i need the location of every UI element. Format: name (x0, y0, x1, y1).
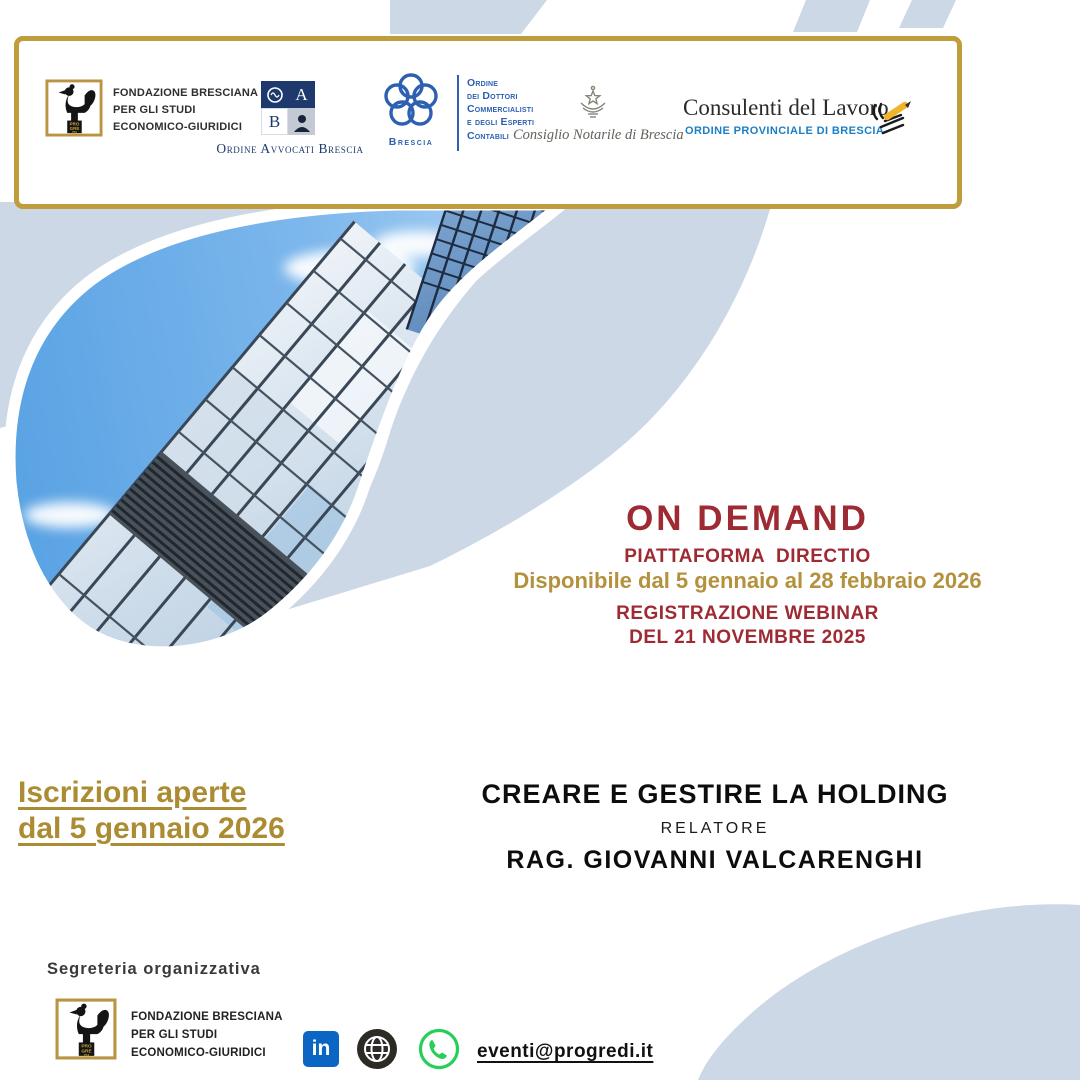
footer-org-line3: ECONOMICO-GIURIDICI (131, 1046, 266, 1059)
fondazione-rooster-logo (45, 79, 103, 137)
commercialisti-line4: e degli Esperti (467, 116, 535, 129)
footer-org-line2: PER GLI STUDI (131, 1028, 218, 1041)
email-link[interactable]: eventi@progredi.it (477, 1041, 654, 1062)
svg-text:PRO: PRO (81, 1044, 92, 1050)
enrollment-line2: dal 5 gennaio 2026 (18, 812, 285, 845)
commercialisti-knot-icon (379, 69, 443, 133)
bottom-right-blob (698, 904, 1080, 1080)
avvocati-letter-a: A (288, 81, 315, 108)
consulenti-subtitle: ORDINE PROVINCIALE DI BRESCIA (685, 125, 885, 137)
footer-heading: Segreteria organizzativa (47, 960, 261, 978)
avvocati-cell-portrait (288, 108, 315, 135)
on-demand-title: ON DEMAND (626, 499, 869, 538)
on-demand-block (455, 500, 1040, 649)
platform-line: PIATTAFORMA DIRECTIO (624, 545, 871, 567)
speaker-label: RELATORE (660, 820, 770, 837)
linkedin-icon[interactable]: in (303, 1031, 339, 1067)
commercialisti-line3: Commercialisti (467, 103, 534, 116)
consulenti-title: Consulenti del Lavoro (683, 95, 889, 120)
whatsapp-icon[interactable] (418, 1028, 460, 1070)
svg-text:GRE: GRE (69, 125, 80, 131)
commercialisti-line2: dei Dottori (467, 90, 518, 103)
fondazione-line1: FONDAZIONE BRESCIANA (113, 87, 259, 99)
event-block (425, 779, 1005, 875)
svg-text:DI: DI (84, 1053, 89, 1059)
commercialisti-brescia: Brescia (388, 136, 434, 148)
avvocati-portrait-icon (292, 112, 312, 132)
recording-line-2: DEL 21 NOVEMBRE 2025 (629, 626, 866, 648)
avvocati-cell-emblem (261, 81, 288, 108)
partner-logo-box (14, 36, 962, 209)
notarile-emblem-icon (575, 85, 611, 125)
recording-line-1: REGISTRAZIONE WEBINAR (616, 602, 879, 624)
fondazione-line3: ECONOMICO-GIURIDICI (113, 121, 243, 134)
top-blob-1 (390, 0, 547, 34)
notarile-caption: Consiglio Notarile di Brescia (513, 127, 684, 143)
footer-org-name (131, 1009, 283, 1062)
svg-text:GRE: GRE (81, 1049, 92, 1055)
commercialisti-line5: Contabili (467, 129, 509, 142)
svg-text:PRO: PRO (69, 121, 80, 127)
footer-org-line1: FONDAZIONE BRESCIANA (131, 1011, 283, 1023)
avvocati-emblem-icon (266, 86, 284, 104)
consulenti-pencil-icon (867, 93, 913, 143)
website-globe-icon[interactable] (356, 1028, 398, 1070)
event-title: CREARE E GESTIRE LA HOLDING (481, 779, 949, 809)
top-blob-2 (793, 0, 870, 32)
avvocati-grid-logo (261, 81, 315, 135)
fondazione-name (113, 85, 258, 136)
fondazione-line2: PER GLI STUDI (113, 104, 196, 117)
top-blob-3 (899, 0, 956, 28)
avvocati-caption: Ordine Avvocati Brescia (216, 141, 364, 156)
svg-text:DI: DI (72, 130, 77, 136)
speaker-name: RAG. GIOVANNI VALCARENGHI (506, 846, 924, 874)
commercialisti-line1: Ordine (467, 77, 499, 89)
commercialisti-divider (457, 75, 459, 151)
enrollment-note (18, 775, 285, 847)
avvocati-letter-b: B (261, 108, 288, 135)
availability-line: Disponibile dal 5 gennaio al 28 febbraio 2026 (513, 567, 982, 593)
footer-rooster-logo (55, 998, 117, 1060)
enrollment-line1: Iscrizioni aperte (18, 776, 247, 809)
